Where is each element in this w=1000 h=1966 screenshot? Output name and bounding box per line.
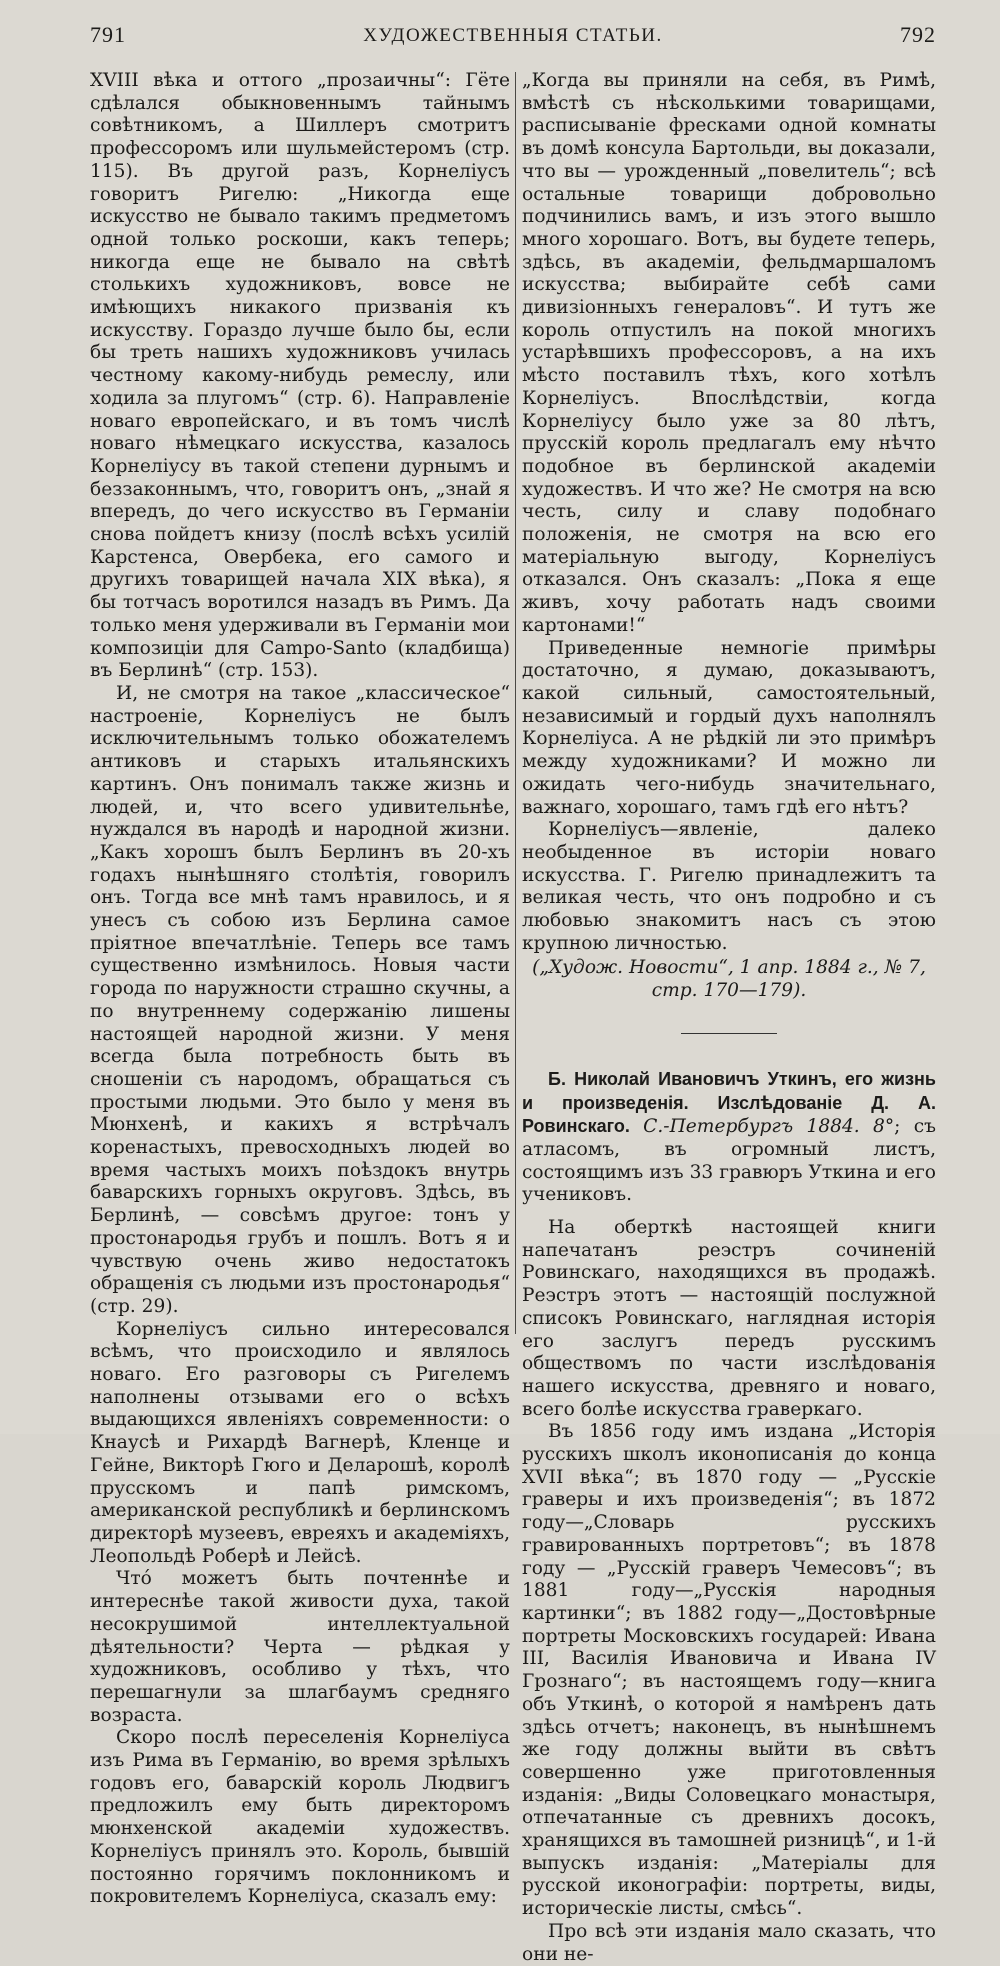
- left-column: [90, 70, 510, 1909]
- page-number-right: 792: [900, 22, 936, 47]
- review-imprint: С.-Петербургъ 1884. 8°: [643, 1116, 895, 1138]
- right-paragraph-4: На оберткѣ настоящей книги напечатанъ реэстръ сочиненій Ровинскаго, находящихся въ продажѣ. Реэстръ этотъ — настоящій послужной списокъ Ровинскаго, наглядная исторія его заслугъ передъ русскимъ обществомъ по части изслѣдованія нашего искусства, древняго и новаго, всего болѣе искусства граверкаго.: [522, 1217, 936, 1420]
- review-details: ; съ атласомъ, въ огромный листъ, состоящимъ изъ 33 гравюръ Уткина и его учениковъ.: [522, 1116, 936, 1206]
- review-heading: Б. Николай Ивановичъ Уткинъ, его жизнь и произведенія. Изслѣдованіе Д. А. Ровинскаго.: [522, 1068, 936, 1137]
- left-paragraph-1: XVIII вѣка и оттого „прозаичны“: Гёте сдѣлался обыкновеннымъ тайнымъ совѣтникомъ, а Шиллеръ смотритъ профессоромъ или шульмейстеромъ (стр. 115). Въ другой разъ, Корнеліусъ говоритъ Ригелю: „Никогда еще искусство не бывало такимъ предметомъ одной только роскоши, какъ теперь; никогда еще не бывало на свѣтѣ столькихъ художниковъ, вовсе не имѣющихъ никакого призванія къ искусству. Гораздо лучше было бы, если бы треть нашихъ художниковъ училась честному какому-нибудь ремеслу, или ходила за плугомъ“ (стр. 6). Направленіе новаго европейскаго, и въ томъ числѣ новаго нѣмецкаго искусства, казалось Корнеліусу въ такой степени дурнымъ и беззаконнымъ, что, говоритъ онъ, „знай я впередъ, до чего искусство въ Германіи снова пойдетъ книзу (послѣ всѣхъ усилій Карстенса, Овербека, его самого и другихъ товарищей начала XIX вѣка), я бы тотчасъ воротился назадъ въ Римъ. Да только меня удерживали въ Германіи мои композиціи для Campo-Santo (кладбища) въ Берлинѣ“ (стр. 153).: [90, 70, 510, 682]
- source-citation: („Худож. Новости“, 1 апр. 1884 г., № 7, стр. 170—179).: [532, 957, 926, 1002]
- right-paragraph-5: Въ 1856 году имъ издана „Исторія русскихъ школъ иконописанія до конца XVII вѣка“; въ 1870 году — „Русскіе граверы и ихъ произведенія“; въ 1872 году—„Словарь русскихъ гравированныхъ портретовъ“; въ 1878 году — „Русскій граверъ Чемесовъ“; въ 1881 году—„Русскія народныя картинки“; въ 1882 году—„Достовѣрные портреты Московскихъ государей: Ивана III, Василія Ивановича и Ивана IV Грознаго“; въ настоящемъ году—книга объ Уткинѣ, о которой я намѣренъ дать здѣсь отчетъ; наконецъ, въ нынѣшнемъ же году должны выйти въ свѣтъ совершенно уже приготовленныя изданія: „Виды Соловецкаго монастыря, отпечатанные съ древнихъ досокъ, хранящихся въ тамошней ризницѣ“, и 1-й выпускъ изданія: „Матеріалы для русской иконографіи: портреты, виды, историческіе листы, смѣсь“.: [522, 1421, 936, 1920]
- left-paragraph-2: И, не смотря на такое „классическое“ настроеніе, Корнеліусъ не былъ исключительнымъ только обожателемъ антиковъ и старыхъ итальянскихъ картинъ. Онъ понималъ также жизнь и людей, и, что всего удивительнѣе, нуждался въ народѣ и народной жизни. „Какъ хорошъ былъ Берлинъ въ 20-хъ годахъ нынѣшняго столѣтія, говорилъ онъ. Тогда все мнѣ тамъ нравилось, и я унесъ съ собою изъ Берлина самое пріятное впечатлѣніе. Теперь все тамъ существенно измѣнилось. Новыя части города по наружности страшно скучны, а по внутреннему содержанію лишены настоящей народной жизни. У меня всегда была потребность быть въ сношеніи съ народомъ, обращаться съ простыми людьми. Это было у меня въ Мюнхенѣ, и какихъ я встрѣчалъ коренастыхъ, превосходныхъ людей во время частыхъ моихъ поѣздокъ внутрь баварскихъ горныхъ округовъ. Здѣсь, въ Берлинѣ, — совсѣмъ другое: тонъ у простонародья грубъ и пошлъ. Вотъ я и чувствую очень живо недостатокъ обращенія съ людьми изъ простонародья“ (стр. 29).: [90, 682, 510, 1317]
- review-entry: [522, 1068, 936, 1207]
- right-paragraph-1: „Когда вы приняли на себя, въ Римѣ, вмѣстѣ съ нѣсколькими товарищами, расписываніе фресками одной комнаты въ домѣ консула Бартольди, вы доказали, что вы — урожденный „повелитель“; всѣ остальные товарищи добровольно подчинились вамъ, и изъ этого вышло много хорошаго. Вотъ, вы будете теперь, здѣсь, въ академіи, фельдмаршаломъ искусства; выбирайте себѣ сами дивизіонныхъ генераловъ“. И тутъ же король отпустилъ на покой многихъ устарѣвшихъ профессоровъ, а на ихъ мѣсто поставилъ тѣхъ, кого хотѣлъ Корнеліусъ. Впослѣдствіи, когда Корнеліусу было уже за 80 лѣтъ, прусскій король предлагалъ ему нѣчто подобное въ берлинской академіи художествъ. И что же? Не смотря на всю честь, силу и славу подобнаго положенія, не смотря на всю его матеріальную выгоду, Корнеліусъ отказался. Онъ сказалъ: „Пока я еще живъ, хочу работать надъ своими картонами!“: [522, 70, 936, 636]
- page-number-left: 791: [90, 22, 126, 47]
- right-paragraph-2: Приведенные немногіе примѣры достаточно, я думаю, доказываютъ, какой сильный, самостоятельный, независимый и гордый духъ наполнялъ Корнеліуса. А не рѣдкій ли это примѣръ между художниками? И можно ли ожидать чего-нибудь значительнаго, важнаго, хорошаго, тамъ гдѣ его нѣтъ?: [522, 637, 936, 818]
- right-column: [522, 70, 936, 1966]
- left-paragraph-5: Скоро послѣ переселенія Корнеліуса изъ Рима въ Германію, во время зрѣлыхъ годовъ его, баварскій король Людвигъ предложилъ ему быть директоромъ мюнхенской академіи художествъ. Корнеліусъ принялъ это. Король, бывшій постоянно горячимъ поклонникомъ и покровителемъ Корнеліуса, сказалъ ему:: [90, 1727, 510, 1908]
- right-paragraph-6: Про всѣ эти изданія мало сказать, что они не-: [522, 1920, 936, 1965]
- column-divider: [515, 72, 516, 1334]
- left-paragraph-4: Что́ можетъ быть почтеннѣе и интереснѣе такой живости духа, такой несокрушимой интеллектуальной дѣятельности? Черта — рѣдкая у художниковъ, особливо у тѣхъ, что перешагнули за шлагбаумъ средняго возраста.: [90, 1568, 510, 1726]
- left-paragraph-3: Корнеліусъ сильно интересовался всѣмъ, что происходило и являлось новаго. Его разговоры съ Ригелемъ наполнены отзывами его о всѣхъ выдающихся явленіяхъ современности: о Кнаусѣ и Рихардѣ Вагнерѣ, Кленце и Гейне, Викторѣ Гюго и Деларошѣ, королѣ прусскомъ и папѣ римскомъ, американской республикѣ и берлинскомъ директорѣ музеевъ, евреяхъ и академіяхъ, Леопольдѣ Роберѣ и Лейсѣ.: [90, 1318, 510, 1567]
- running-title: ХУДОЖЕСТВЕННЫЯ СТАТЬИ.: [363, 25, 663, 46]
- running-header: [90, 22, 936, 56]
- section-separator: [681, 1033, 777, 1034]
- right-paragraph-3: Корнеліусъ—явленіе, далеко необыденное въ исторіи новаго искусства. Г. Ригелю принадлежитъ та великая честь, что онъ подробно и съ любовью знакомитъ насъ съ этою крупною личностью.: [522, 819, 936, 954]
